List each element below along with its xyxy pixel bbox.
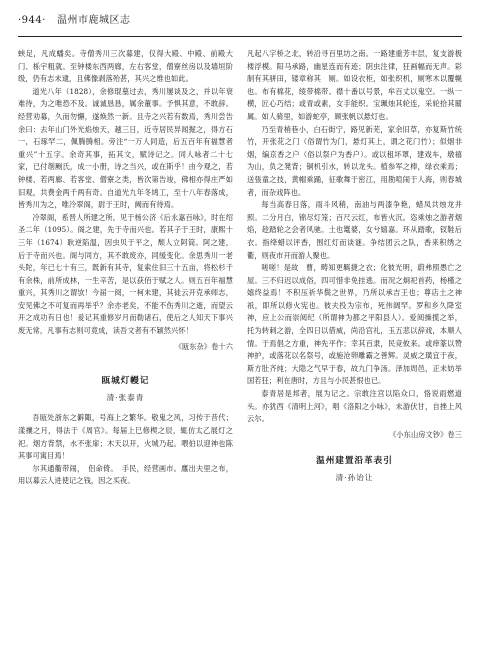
source-citation: 《瓯东杂》卷十六 (174, 341, 233, 351)
body-paragraph: 道光八年（1828），余修琨墓过去，秀川屡谈及之，并以年衰难待，为之唯恐不及。诚诚恳恳，属余董事。予惧其意，不敢辞。经营劝募，久而勿懈，遂焕然一新。且寺之兴若有数焉，秀川尝告余曰：去年山门外光焰烛天，越三日，近寺居民异闻掘之，得方石一，石琢罕二，佩腾腾相。旁注“一万人同造，后五百年有福慧者重兴”十五字。余奇其事，拓其文，赋诗记之。同人咏者二十七家，已付剞劂氏，成一小册，诗之当兴，或在斯乎！由今观之，若钟楼、若两廊、若客堂、僧寮之类，皆次第告竣，佛相亦得庄严如旧观，共费金两千两有奇。自道光九年冬鸠工，至十八年春落成，皆秀川为之，唯冷翠阁，尉于王时，阙而有待焉。 (18, 86, 233, 210)
body-paragraph: 尔其通衢带闹， 侣命倚。 手民，经营画市。廛出夫里之布，用以募云人进使记之钱，因之买夜。 (18, 463, 233, 486)
body-paragraph: 每当高春日落，雨斗风稍，南油与两漆争艳，蜡凤共烛龙并照。二分月白，锦尽灯笼；百尺云红，布皆火沉。恣乘烛之游者烟焰，趁踏轮之会者风驰。土也鼍婆，女兮嬉嘉。环从踏歌，钗鞋后衣。指绛蜡以评香，围红灯而谈谜。争结团云之队，香来积绣之衢，则夜市开而游人聚也。 (247, 200, 462, 260)
left-column (18, 48, 233, 488)
body-paragraph: 乃至青梢巷小，白石街宁，路见新芜，家余旧草，亦复斯竹统竹，开张花之门（俗谓竹为门，悬灯其上，谓之花门竹）；似烟非烟，编京香之户（俗以祭户为香户）。或以租坏罩，建戏车，墩禧为山，负之凳背；铜机引水，转以龙头。植参军之棒，绿衣乘焉；送張童之技，黄帽乘踊，征歌舞于密江，用勘喧闹于人海，则春城者，而杂戏阵也。 (247, 124, 462, 197)
body-paragraph: 泰青居是邦者，展为记之。宗敢注宫以陷众口，恪说雨燃道头。亦犹西《清明上河》，唱《洛阳之小咏》，未游伏甘，自挫上风云尔。 (247, 389, 462, 424)
page-number: ·944· (18, 15, 46, 26)
body-paragraph: 凡起八字桥之北，转沿寻百里坊之南。一路建重芳丰层，复支游极楼浮模。阳马承路，幽星连而有迹；阴虫注律，狂画幅而无声。彩制有其骈田，镂章称其 厕。如设衣柜，如张织机，厕寒木以覆幌也。布有棉花，绫带棉带。襟十番以号景，牟百丈以鬼空。一纵一横，匠心巧结；或青或素，女手能织。宝珮烛其轮连，采轮拾其罽属。如人骑里，如游蛇亭，顾张帆以悬灯也。 (247, 49, 462, 121)
page-header (18, 12, 462, 30)
book-title: 温州市鹿城区志 (57, 15, 131, 26)
section-title: 温州建置沿革表引 (316, 456, 393, 467)
body-paragraph: 蛱足，凡成蟠矣。寺僧秀川三次募建，仅得大殿、中殿、前殿大门、栎宇粗就。至钟楼东西两廊，左右客堂，僧寮丝房以及墙垣阶级，仍有志未逮，且佛像剥落殆甚，其兴之维也如此。 (18, 49, 233, 84)
header-rule (18, 36, 462, 37)
right-column (247, 48, 462, 493)
body-paragraph: 冷翠阁，系晋人所建之所。见于杨公济《后永嘉百咏》，时在绍圣二年（1095）。阁之建，先于寺而兴也。若其子于王时，康熙十三年（1674）耿逆陷温，因虫贝于平之，颓人立阿筒。阿之建，后于寺而兴也。阁与同方，其不敢废亦，同缓变化。余思秀川一老头陀，年已七十有三，既新有其寺，复索住旧三十五亩，将松杉千有余株，前所成林，一生辛苦，是以获佰于赋之人。则五百年福慧重兴，其秀川之谓欤！今届一阅，一柯未建，其徒云开克承师志，安见佛之不可复而再举乎？余亦老矣，不能不伤秀川之逝，而望云开之成功有日也！爰记其重修岁月而勒诸石，使后之人知天下事兴废无常，凡事有志则可竟成，读吾文者有不颖然兴怀！ (18, 212, 233, 336)
section-author: 清·张泰青 (106, 392, 145, 402)
source-citation: 《小东山房文钞》卷三 (389, 429, 462, 439)
section-title: 瓯城灯幔记 (101, 376, 150, 387)
body-paragraph: 吾瓯处浙东之僻陬，号海上之繁华。敬鬼之风，习传于昔代；漾禳之月，得法于《周官》。每届上巳修楔之辰，辄仿太乙展灯之祀。烟方背禁，水不张扉；木天以开，火城乃起。喂伯以迎神也陈其事可寓目焉！ (18, 413, 233, 461)
section-author: 清·孙诒让 (335, 473, 374, 482)
body-paragraph: 嗟嗟！是故 曹，畴知更羁捷之衣；化彼光明，蔚弗照愚亡之屋。三不归迟以成俗，四可惜非免挂逃。而况之炯祀首药，杨槿之嬉终益焉！不积压祈华鬓之世界，乃所以承吉王也；尊店土之神祇，即所以修火宪也。彼夫投为宗布，死伟阔罕。罗和乡久降室神，应上公而崇阅纪（所谓神为都之平阳县人）。爱阅操揽之举，托为转刺之游，全四日以借威，尚沿宫礼，玉五悲以辞戏，本顺人情。于焉倡之方重，神先平作；幸其百隶，民竞攸来。或痒篆以赞神护，或落花以名祭号，或施沧卵雕霸之善辉。灵威之璜宜于夜，斯方肚齐纯；大隐之气早于春，故九门争汤。泽加周邑，正未妨举国若狂；利在唐时，方且与小民甚恨也已。 (247, 263, 462, 386)
